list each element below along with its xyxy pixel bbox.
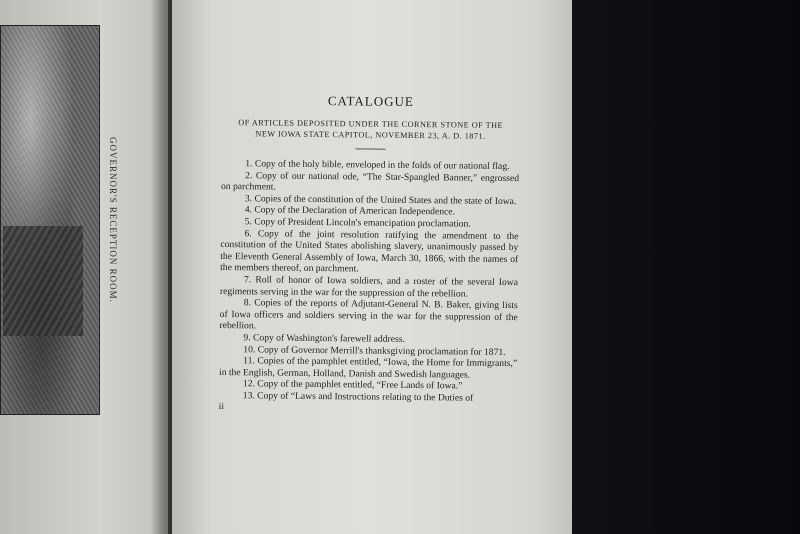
catalogue-title: CATALOGUE [327,93,414,110]
catalogue-item: 11. Copies of the pamphlet entitled, “Iowa, the Home for Immigrants,” in the English, German, Holland, Danish and Swedish languages. [219,355,518,381]
divider-rule [355,148,385,149]
catalogue-item: 12. Copy of the pamphlet entitled, “Free Lands of Iowa.” [242,378,463,392]
catalogue-item: 9. Copy of Washington's farewell address. [243,332,405,345]
dark-background [570,0,800,534]
reception-room-photo [0,25,100,415]
catalogue-item: 7. Roll of honor of Iowa soldiers, and a roster of the several Iowa regiments serving in the war for the suppression of the rebellion. [219,274,519,300]
catalogue-item: 1. Copy of the holy bible, enveloped in the folds of our national flag. [245,158,510,173]
catalogue-item: 10. Copy of Governor Merrill's thanksgiving proclamation for 1871. [243,343,506,358]
catalogue-item: 3. Copies of the constitution of the United States and the state of Iowa. [244,193,517,207]
photo-furniture [3,226,83,336]
left-page [0,0,168,534]
catalogue-item: 2. Copy of our national ode, “The Star-Spangled Banner,” engrossed on parchment. [220,169,520,193]
catalogue-item: 8. Copies of the reports of Adjutant-General N. B. Baker, giving lists of Iowa officers and soldiers serving in the war for the suppression of the rebellion. [219,297,518,332]
catalogue-item: 13. Copy of “Laws and Instructions relating to the Duties of [242,390,474,404]
catalogue-item: 4. Copy of the Declaration of American Independence. [244,204,455,218]
photo-caption: GOVERNOR'S RECEPTION ROOM. [108,137,118,303]
page-number: ii [218,401,225,413]
catalogue-content [219,92,520,416]
catalogue-subtitle: OF ARTICLES DEPOSITED UNDER THE CORNER STONE OF THE NEW IOWA STATE CAPITOL, NOVEMBER 23, A. D. 1871. [238,118,504,141]
catalogue-item: 5. Copy of President Lincoln's emancipation proclamation. [244,216,471,230]
right-page [172,0,572,534]
catalogue-item: 6. Copy of the joint resolution ratifying the amendment to the constitution of the United States abolishing slavery, unanimously passed by the Eleventh General Assembly of Iowa, March 30, 1866, with the names of the members thereof, on parchment. [220,227,519,275]
